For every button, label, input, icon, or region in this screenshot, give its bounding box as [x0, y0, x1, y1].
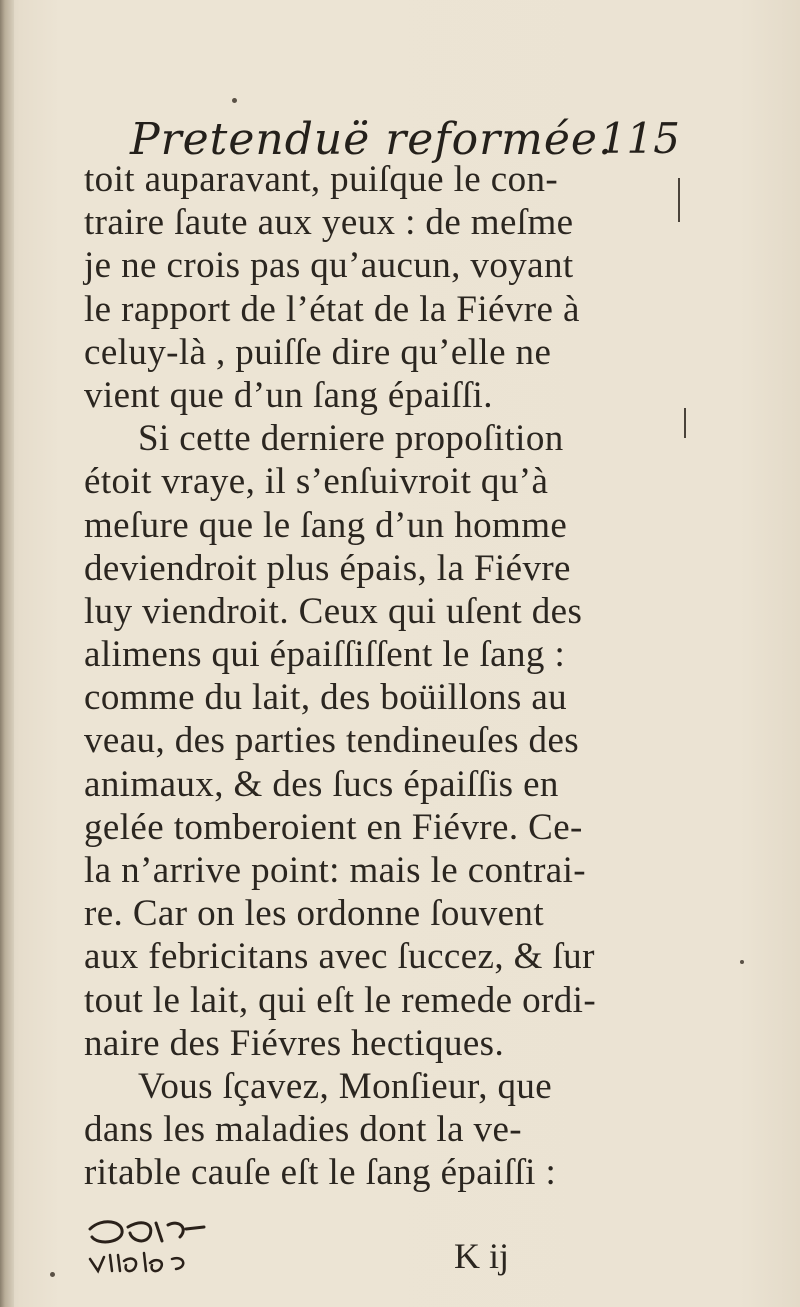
text-line: tout le lait, qui eſt le remede ordi- [84, 979, 597, 1021]
text-line: traire ſaute aux yeux : de meſme [84, 202, 574, 244]
text-line: gelée tomberoient en Fiévre. Ce- [84, 806, 583, 848]
text-line: meſure que le ſang d’un homme [84, 504, 568, 546]
text-line: étoit vraye, il s’enſuivroit qu’à [84, 461, 549, 503]
running-title: Pretenduë reformée. [130, 114, 613, 165]
text-line: re. Car on les ordonne ſouvent [84, 893, 544, 935]
text-line: Si cette derniere propoſition [138, 418, 564, 460]
text-line: luy viendroit. Ceux qui uſent des [84, 590, 583, 632]
text-line: la n’arrive point: mais le contrai- [84, 850, 587, 891]
text-line: veau, des parties tendineuſes des [84, 720, 580, 762]
text-line: toit auparavant, puiſque le con- [84, 159, 559, 200]
text-line: animaux, & des ſucs épaiſſis en [84, 763, 559, 805]
signature-mark: K ij [454, 1236, 510, 1276]
margin-mark [684, 408, 686, 438]
text-line: vient que d’un ſang épaiſſi. [84, 374, 493, 416]
text-line: naire des Fiévres hectiques. [84, 1022, 505, 1064]
margin-mark [678, 178, 680, 222]
paper-speck [50, 1272, 55, 1277]
handwritten-note-image [84, 1215, 234, 1277]
text-line: dans les maladies dont la ve- [84, 1109, 523, 1151]
page-footer [84, 1215, 684, 1285]
text-line: deviendroit plus épais, la Fiévre [84, 547, 571, 589]
text-line: le rapport de l’état de la Fiévre à [84, 288, 580, 330]
page-number: 115 [599, 114, 680, 163]
text-line: Vous ſçavez, Monſieur, que [138, 1065, 553, 1107]
paper-speck [232, 98, 237, 103]
text-line: celuy-là , puiſſe dire qu’elle ne [84, 331, 552, 373]
text-line: alimens qui épaiſſiſſent le ſang : [84, 634, 566, 676]
page-spine-shadow [0, 0, 14, 1307]
paper-speck [740, 960, 744, 964]
text-line: ritable cauſe eſt le ſang épaiſſi : [84, 1152, 557, 1194]
text-line: je ne crois pas qu’aucun, voyant [84, 245, 574, 287]
body-text [84, 158, 674, 1195]
text-line: aux febricitans avec ſuccez, & ſur [84, 936, 595, 978]
text-line: comme du lait, des boüillons au [84, 677, 568, 719]
